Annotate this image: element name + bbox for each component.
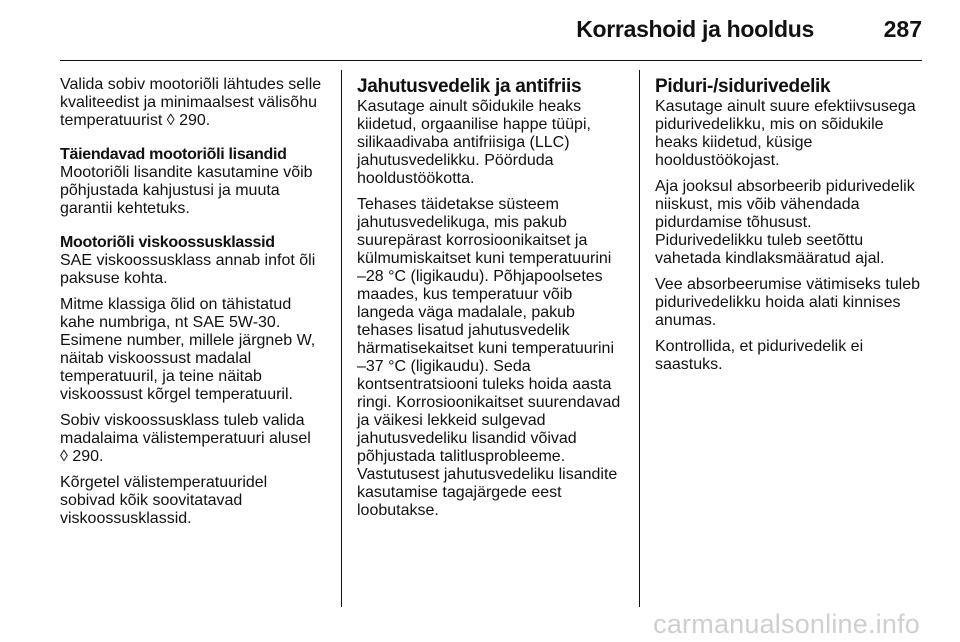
header-divider bbox=[60, 60, 922, 61]
column-3 bbox=[655, 76, 927, 382]
brake-paragraph-3: Vee absorbeerumise vätimiseks tuleb pidurivedelikku hoida alati kinnises anumas. bbox=[655, 276, 921, 329]
watermark: carmanualsonline.info bbox=[653, 609, 920, 639]
section-title: Korrashoid ja hooldus bbox=[576, 16, 814, 42]
brake-paragraph-1: Kasutage ainult suure efektiivsusega pidurivedelikku, mis on sõidukile heaks kiidetud, küsige hooldustöökojast. bbox=[655, 98, 916, 169]
intro-paragraph: Valida sobiv mootoriõli lähtudes selle kvaliteedist ja minimaalsest välisõhu temperatuurist ◊ 290. bbox=[60, 76, 322, 129]
viscosity-paragraph-3: Sobiv viskoossusklass tuleb valida madalaima välistemperatuuri alusel ◊ 290. bbox=[60, 412, 311, 465]
column-2 bbox=[357, 76, 629, 528]
column-divider-1 bbox=[341, 70, 342, 607]
coolant-heading: Jahutusvedelik ja antifriis bbox=[357, 76, 582, 97]
viscosity-paragraph-4: Kõrgetel välistemperatuuridel sobivad kõik soovitatavad viskoossusklassid. bbox=[60, 474, 268, 527]
column-1 bbox=[60, 76, 330, 536]
viscosity-paragraph-1: SAE viskoossusklass annab infot õli paksuse kohta. bbox=[60, 252, 316, 287]
viscosity-heading: Mootoriõli viskoossusklassid bbox=[60, 234, 275, 251]
page-number: 287 bbox=[883, 16, 922, 42]
coolant-paragraph-2: Tehases täidetakse süsteem jahutusvedelikuga, mis pakub suurepärast korrosioonikaitset ja külmumiskaitset kuni temperatuurini –28 °C (ligikaudu). Põhjapoolsetes maades, kus temperatuur võib langeda väga madalale, pakub tehases lisatud jahutusvedelik härmatisekaitset kuni temperatuurini –37 °C (ligikaudu). Seda kontsentratsiooni tuleks hoida aasta ringi. Korrosioonikaitset suurendavad ja väikesi lekkeid sulgevad jahutusvedeliku lisandid võivad põhjustada talitlusprobleeme. Vastutusest jahutusvedeliku lisandite kasutamise tagajärgede eest loobutakse. bbox=[357, 196, 621, 519]
viscosity-paragraph-2: Mitme klassiga õlid on tähistatud kahe numbriga, nt SAE 5W-30. Esimene number, millele järgneb W, näitab viskoossust madalal temperatuuril, ja teine näitab viskoossust kõrgel temperatuuril. bbox=[60, 296, 316, 403]
column-divider-2 bbox=[639, 70, 640, 607]
brake-paragraph-4: Kontrollida, et pidurivedelik ei saastuks. bbox=[655, 338, 864, 373]
brake-fluid-heading: Piduri-/sidurivedelik bbox=[655, 76, 831, 97]
additives-heading: Täiendavad mootoriõli lisandid bbox=[60, 146, 287, 163]
coolant-paragraph-1: Kasutage ainult sõidukile heaks kiidetud, orgaanilise happe tüüpi, silikaadivaba antifriisiga (LLC) jahutusvedelikku. Pöörduda hooldustöökotta. bbox=[357, 98, 591, 187]
brake-paragraph-2: Aja jooksul absorbeerib pidurivedelik niiskust, mis võib vähendada pidurdamise tõhusust. Pidurivedelikku tuleb seetõttu vahetada kindlaksmääratud ajal. bbox=[655, 178, 915, 267]
additives-paragraph: Mootoriõli lisandite kasutamine võib põhjustada kahjustusi ja muuta garantii kehtetuks. bbox=[60, 164, 313, 217]
